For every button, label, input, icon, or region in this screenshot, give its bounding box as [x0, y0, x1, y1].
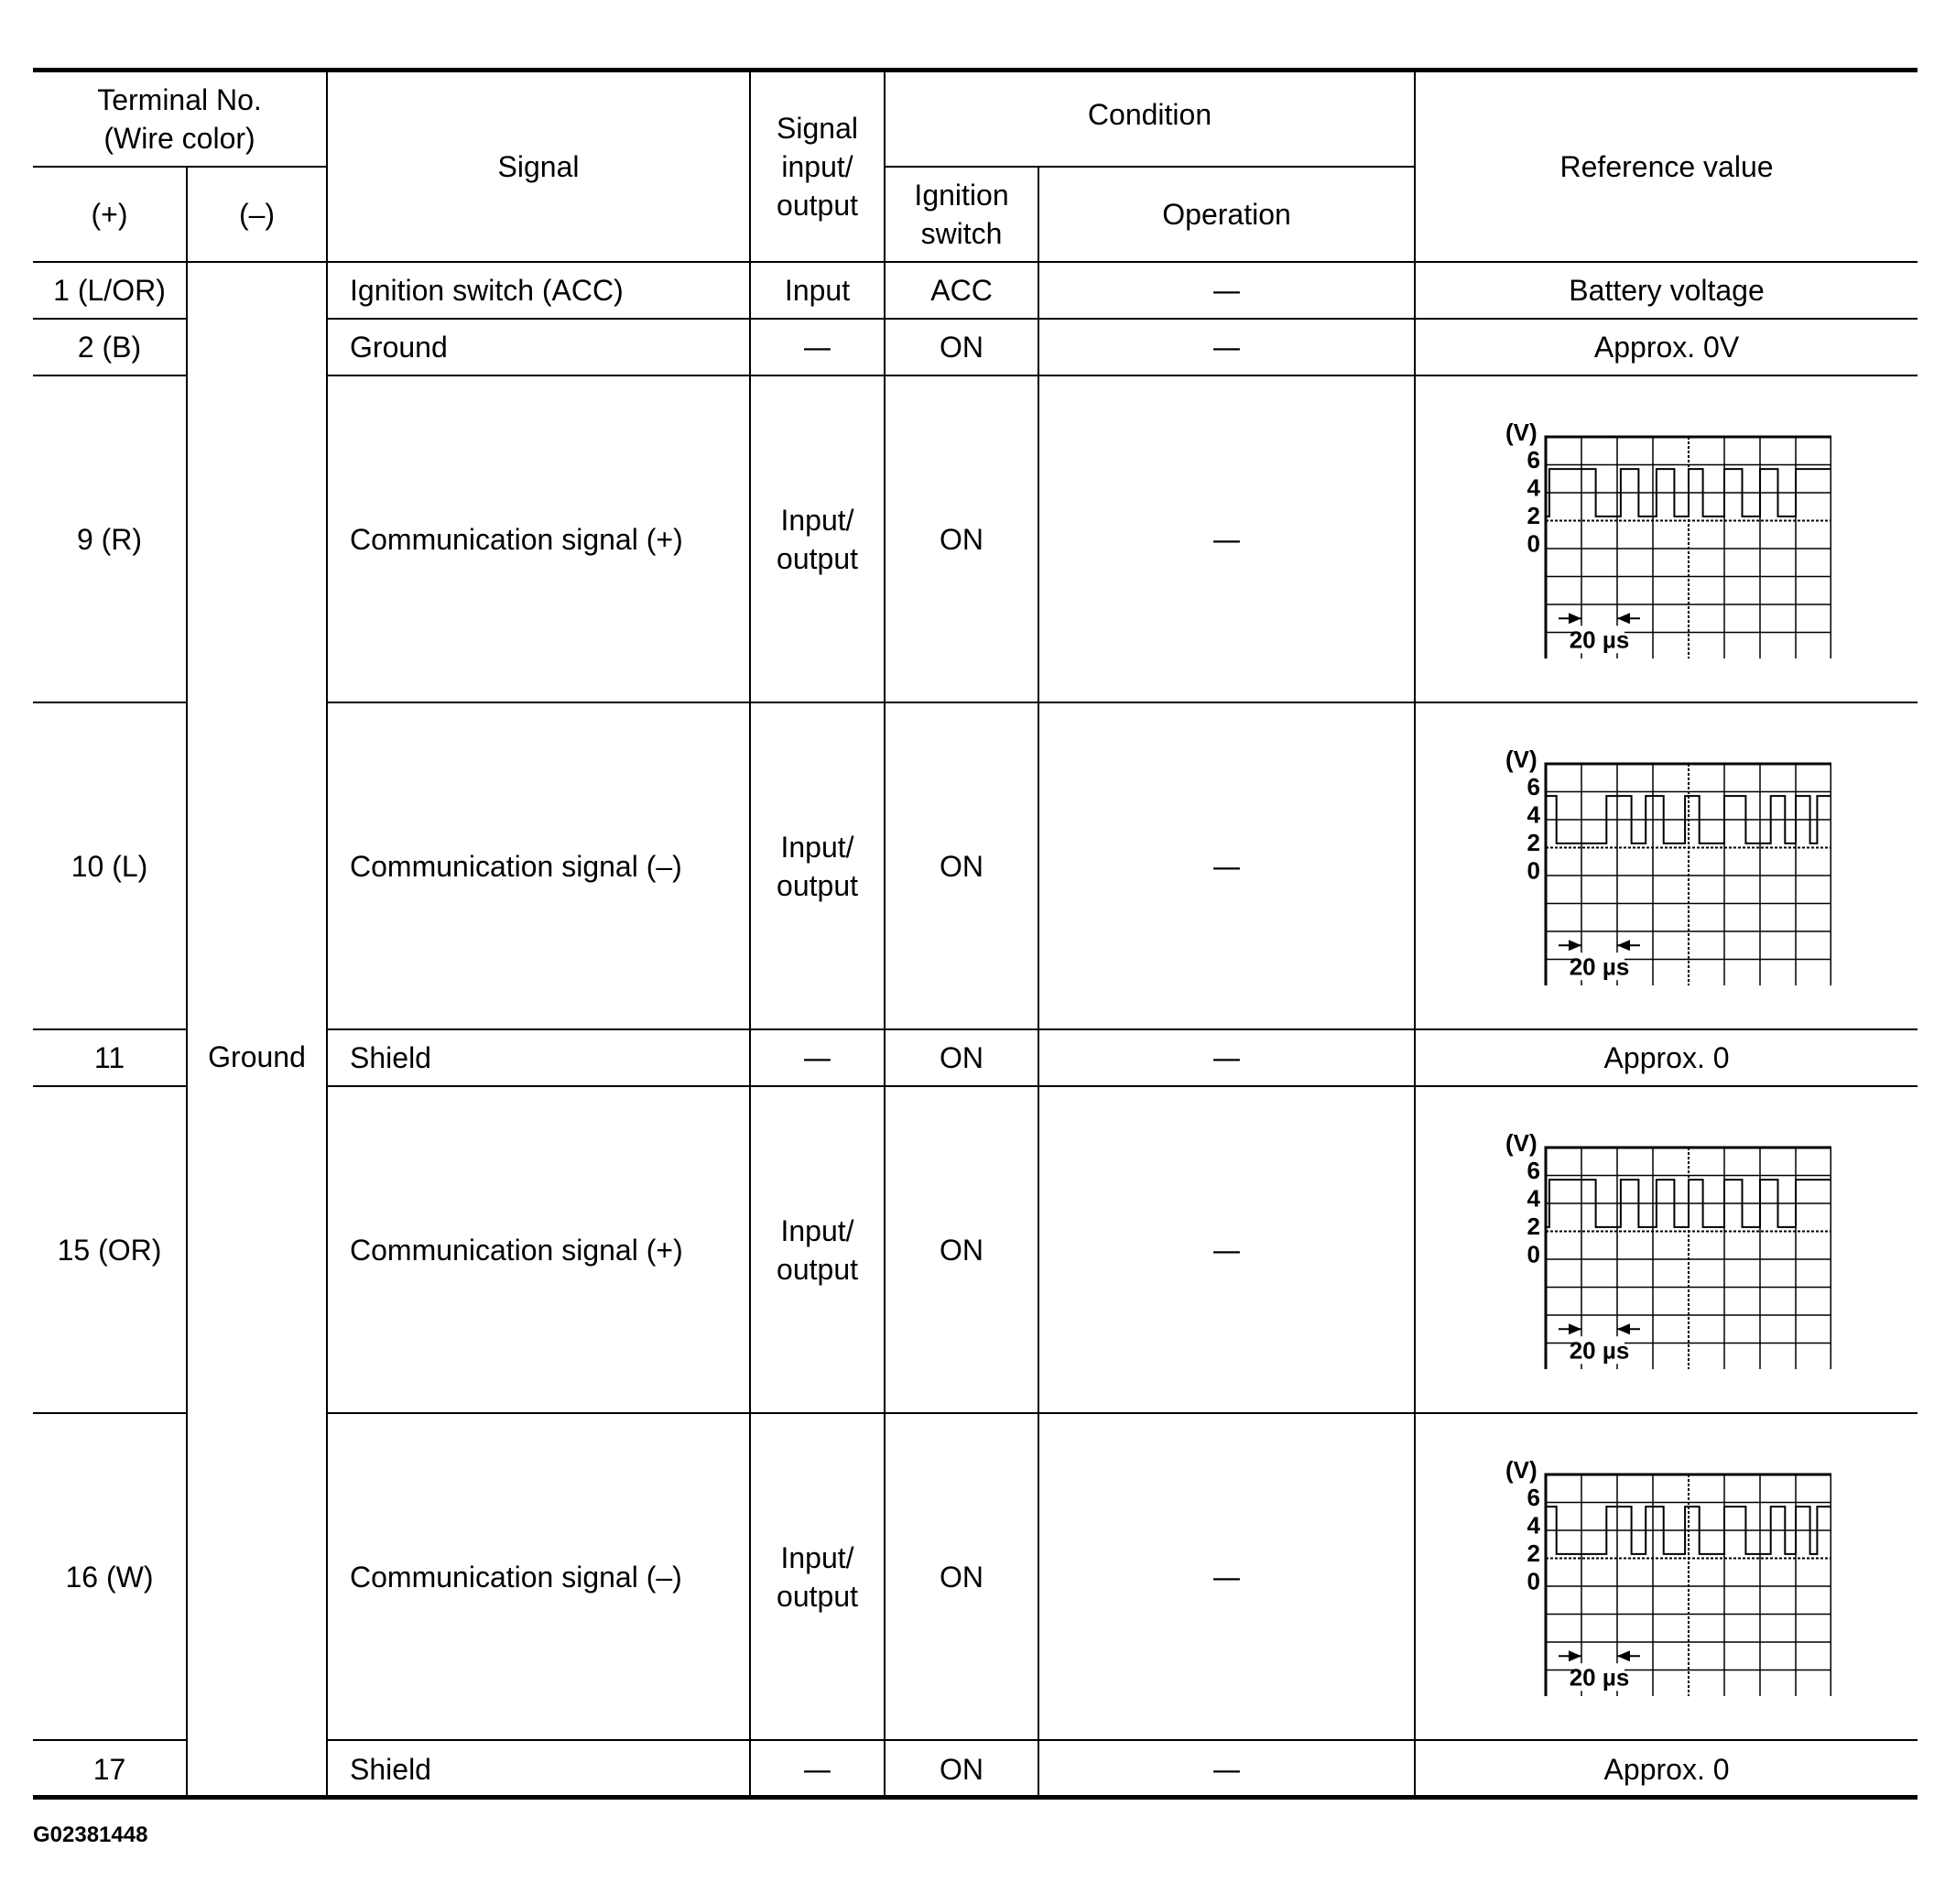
terminal-cell: 17 [33, 1740, 187, 1797]
header-plus: (+) [33, 167, 187, 262]
header-signal-io-line1: Signal [777, 111, 858, 145]
figure-code: G02381448 [33, 1822, 148, 1847]
header-signal-io [750, 71, 885, 262]
terminal-cell: 16 (W) [33, 1413, 187, 1740]
signal-cell: Ignition switch (ACC) [327, 262, 750, 319]
scope-y-tick: 6 [1527, 1483, 1541, 1511]
signal-cell: Shield [327, 1029, 750, 1086]
ignition-cell: ON [885, 702, 1038, 1029]
scope-time-label: 20 µs [1569, 952, 1630, 980]
io-cell [750, 1413, 885, 1740]
io-cell [750, 702, 885, 1029]
scope-y-tick: 4 [1527, 473, 1541, 501]
ignition-cell: ON [885, 1086, 1038, 1413]
io-line1: Input/ [780, 830, 854, 864]
time-marker-arrow-right [1569, 1323, 1581, 1334]
time-marker-arrow-right [1569, 613, 1581, 624]
reference-cell [1415, 375, 1918, 702]
ignition-cell: ON [885, 1029, 1038, 1086]
oscilloscope-waveform-minus [1502, 1458, 1831, 1696]
reference-cell: Battery voltage [1415, 262, 1918, 319]
operation-cell: — [1038, 1740, 1415, 1797]
scope-y-tick: 4 [1527, 1184, 1541, 1212]
scope-y-tick: 6 [1527, 1156, 1541, 1184]
io-cell [750, 375, 885, 702]
terminal-reference-table [33, 71, 1918, 1798]
io-cell: — [750, 1029, 885, 1086]
scope-y-tick: 2 [1527, 501, 1541, 529]
io-line1: Input/ [780, 1540, 854, 1574]
signal-cell: Communication signal (+) [327, 375, 750, 702]
header-operation: Operation [1038, 167, 1415, 262]
reference-cell: Approx. 0 [1603, 1752, 1730, 1786]
reference-cell [1415, 1086, 1918, 1413]
time-marker-arrow-left [1617, 1650, 1630, 1661]
io-cell: — [750, 319, 885, 375]
scope-time-label: 20 µs [1569, 1335, 1630, 1364]
terminal-cell: 11 [33, 1029, 187, 1086]
ignition-cell: ON [885, 1413, 1038, 1740]
header-condition: Condition [885, 71, 1415, 167]
scope-y-tick: 2 [1527, 1539, 1541, 1567]
header-signal: Signal [327, 71, 750, 262]
oscilloscope-waveform-plus [1502, 420, 1831, 658]
io-line2: output [777, 868, 858, 902]
reference-cell: Approx. 0V [1415, 319, 1918, 375]
header-minus: (–) [187, 167, 327, 262]
ground-cell: Ground [187, 262, 327, 1797]
ignition-cell: ON [885, 375, 1038, 702]
ignition-cell: ON [885, 319, 1038, 375]
ignition-cell: ACC [885, 262, 1038, 319]
reference-cell: Approx. 0 [1415, 1029, 1918, 1086]
operation-cell: — [1038, 319, 1415, 375]
table-bottom-rule [33, 1795, 1918, 1800]
signal-cell: Communication signal (+) [327, 1086, 750, 1413]
header-wire-color-label: (Wire color) [103, 121, 255, 155]
signal-cell: Communication signal (–) [327, 702, 750, 1029]
io-line1: Input/ [780, 1213, 854, 1247]
terminal-cell: 9 (R) [33, 375, 187, 702]
scope-unit-label: (V) [1505, 1130, 1538, 1157]
terminal-cell: 2 (B) [33, 319, 187, 375]
scope-unit-label: (V) [1505, 746, 1538, 773]
io-cell [750, 1086, 885, 1413]
header-ignition-switch [885, 167, 1038, 262]
header-ignition-line2: switch [920, 217, 1003, 250]
ignition-cell: ON [885, 1740, 1038, 1797]
header-signal-io-line2: input/ [781, 149, 853, 183]
time-marker-arrow-right [1569, 1650, 1581, 1661]
scope-y-tick: 0 [1527, 1567, 1541, 1594]
scope-y-tick: 0 [1527, 1240, 1541, 1268]
reference-cell [1415, 1413, 1918, 1740]
scope-y-tick: 4 [1527, 800, 1541, 828]
operation-cell: — [1038, 375, 1415, 702]
scope-y-tick: 6 [1527, 772, 1541, 800]
time-marker-arrow-left [1617, 1323, 1630, 1334]
scope-y-tick: 0 [1527, 856, 1541, 884]
scope-y-tick: 6 [1527, 445, 1541, 473]
header-terminal-no-label: Terminal No. [97, 82, 262, 116]
terminal-cell: 1 (L/OR) [33, 262, 187, 319]
header-reference-value: Reference value [1415, 71, 1918, 262]
operation-cell: — [1038, 1086, 1415, 1413]
table-row [33, 262, 1918, 319]
oscilloscope-waveform-plus [1502, 1131, 1831, 1369]
signal-cell: Shield [327, 1740, 750, 1797]
operation-cell: — [1038, 1413, 1415, 1740]
io-line2: output [777, 1579, 858, 1613]
io-line1: Input/ [780, 503, 854, 537]
time-marker-arrow-right [1569, 940, 1581, 951]
io-cell: — [750, 1740, 885, 1797]
operation-cell: — [1038, 702, 1415, 1029]
scope-unit-label: (V) [1505, 1457, 1538, 1484]
time-marker-arrow-left [1617, 613, 1630, 624]
header-ignition-line1: Ignition [914, 179, 1009, 212]
scope-y-tick: 0 [1527, 529, 1541, 557]
io-line2: output [777, 1252, 858, 1286]
reference-cell [1415, 702, 1918, 1029]
signal-cell: Communication signal (–) [327, 1413, 750, 1740]
scope-time-label: 20 µs [1569, 1662, 1630, 1691]
time-marker-arrow-left [1617, 940, 1630, 951]
terminal-cell: 15 (OR) [33, 1086, 187, 1413]
scope-y-tick: 4 [1527, 1511, 1541, 1539]
scope-y-tick: 2 [1527, 1212, 1541, 1240]
header-terminal-no [33, 71, 327, 167]
header-signal-io-line3: output [777, 188, 858, 222]
operation-cell: — [1038, 1029, 1415, 1086]
operation-cell: — [1038, 262, 1415, 319]
io-cell: Input [750, 262, 885, 319]
scope-time-label: 20 µs [1569, 625, 1630, 653]
terminal-cell: 10 (L) [33, 702, 187, 1029]
scope-unit-label: (V) [1505, 419, 1538, 446]
io-line2: output [777, 541, 858, 575]
oscilloscope-waveform-minus [1502, 747, 1831, 985]
signal-cell: Ground [327, 319, 750, 375]
scope-y-tick: 2 [1527, 828, 1541, 856]
